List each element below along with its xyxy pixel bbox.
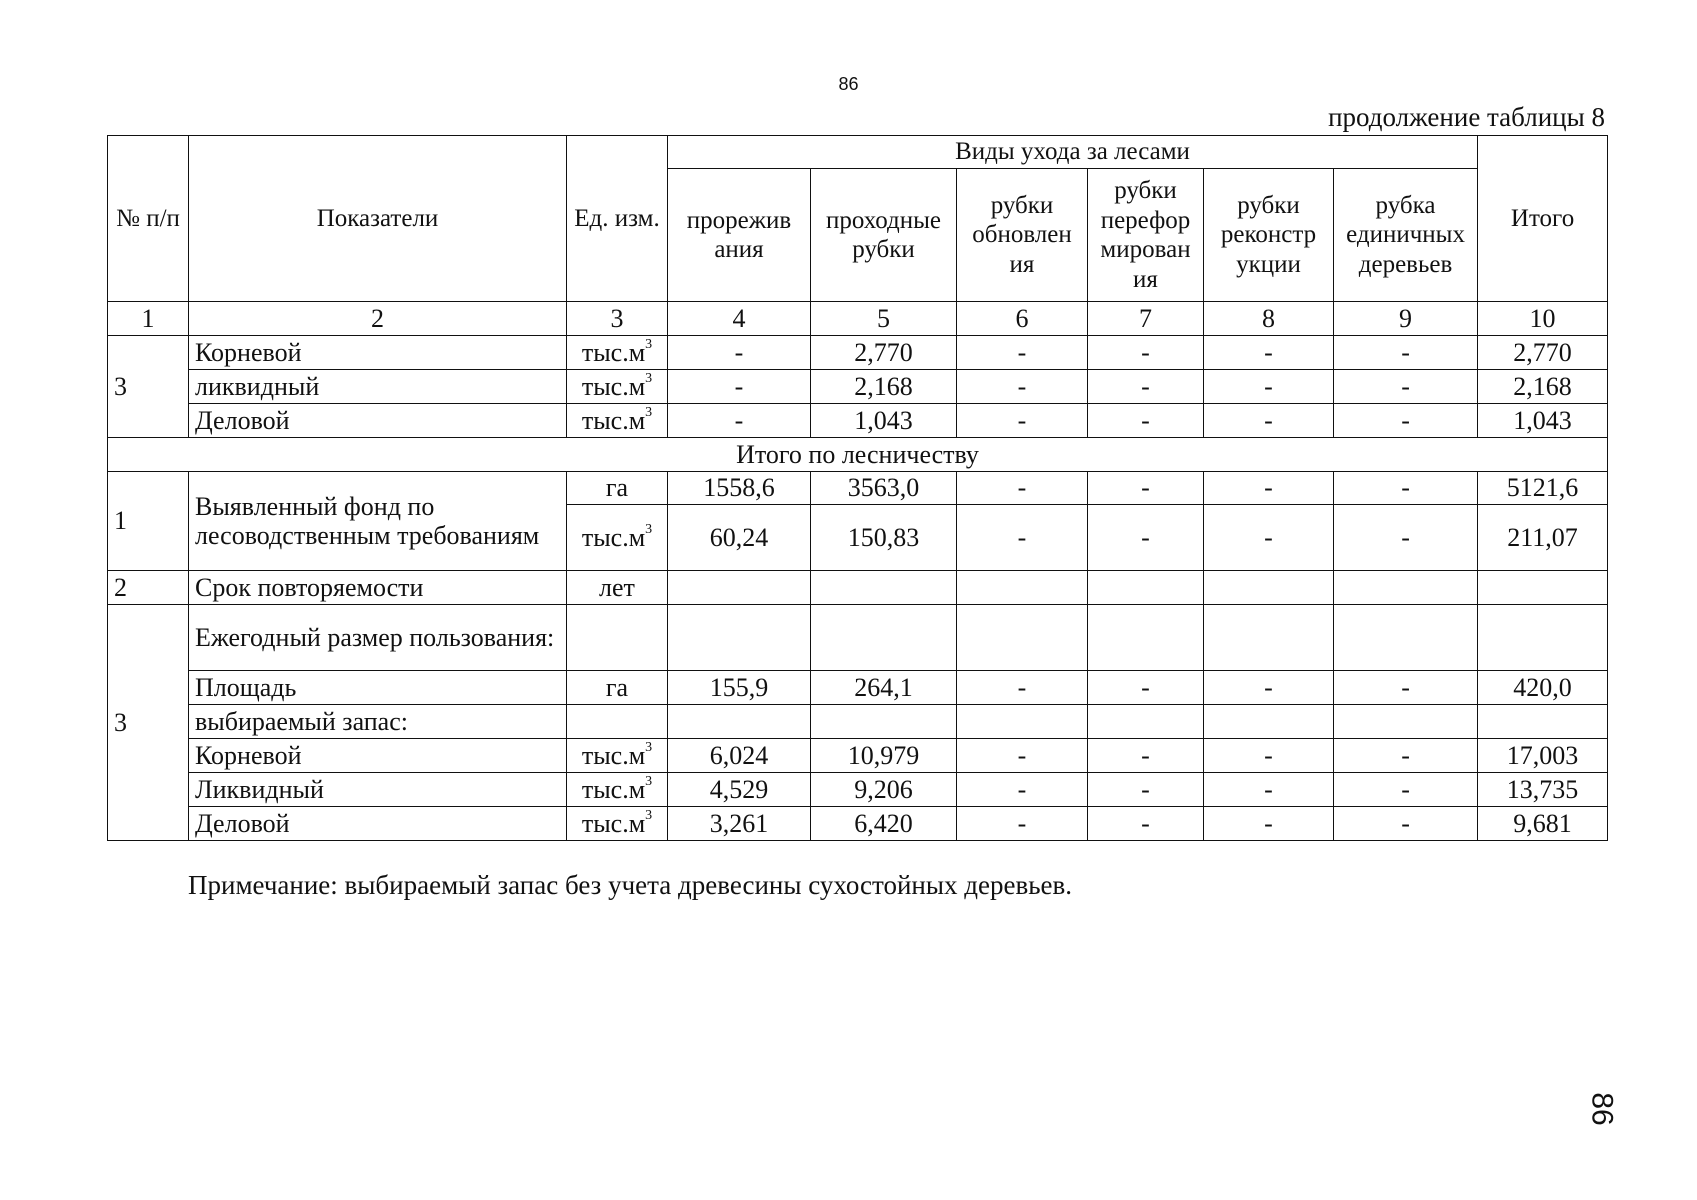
cell-text: -: [1017, 808, 1027, 838]
value-cell: [811, 571, 957, 605]
cell-text: 1558,6: [703, 473, 775, 503]
row-number: [108, 605, 189, 841]
value-cell: [957, 404, 1088, 438]
table-row: [108, 136, 1608, 169]
cell-text: проходные рубки: [825, 206, 942, 263]
column-number: [1334, 302, 1478, 336]
cell-text: 2,770: [854, 337, 913, 367]
cell-text: 2,168: [1513, 371, 1572, 401]
cell-text: 155,9: [709, 672, 769, 702]
header-group: [668, 136, 1478, 169]
cell-text: Корневой: [195, 740, 302, 770]
value-cell: [1088, 605, 1204, 671]
header-indicators: [189, 136, 567, 302]
cell-text: тыс.м: [581, 740, 646, 770]
cell-text: 9: [1399, 303, 1413, 333]
table-row: [108, 438, 1608, 472]
cell-text: Ед. изм.: [574, 204, 660, 232]
cell-text: -: [1401, 774, 1410, 804]
cell-text: 2,770: [1513, 337, 1572, 367]
cell-text: Срок повторяемости: [195, 572, 424, 602]
value-cell: [1334, 571, 1478, 605]
cell-text: Ликвидный: [195, 774, 324, 804]
column-number: [189, 302, 567, 336]
value-cell: [668, 773, 811, 807]
cell-text: Выявленный фонд по лесоводственным требованиям: [195, 491, 540, 550]
cell-text: -: [1017, 522, 1027, 552]
cell-text: га: [605, 672, 629, 702]
cell-text: 1,043: [854, 405, 913, 435]
cell-text: -: [1264, 808, 1273, 838]
cell-text: тыс.м: [581, 774, 646, 804]
cell-text: -: [1401, 740, 1410, 770]
cell-text: -: [1401, 371, 1410, 401]
cell-text: -: [1264, 672, 1273, 702]
value-cell: [668, 705, 811, 739]
cell-text: -: [1264, 337, 1273, 367]
cell-text: рубки перефор мирован ия: [1100, 177, 1191, 293]
row-unit: [567, 807, 668, 841]
cell-text: 1: [114, 506, 127, 536]
column-number: [1478, 302, 1608, 336]
cell-text: -: [1264, 473, 1273, 503]
cell-text: -: [1017, 740, 1027, 770]
header-type-6: [1334, 169, 1478, 302]
header-type-2: [811, 169, 957, 302]
row-unit: [567, 705, 668, 739]
cell-text: -: [1017, 473, 1027, 503]
row-label: [189, 404, 567, 438]
cell-text: тыс.м: [581, 808, 646, 838]
header-number: [108, 136, 189, 302]
header-type-4: [1088, 169, 1204, 302]
value-cell: [1204, 671, 1334, 705]
cell-text: 264,1: [854, 672, 913, 702]
cell-text: 9,206: [854, 774, 913, 804]
column-number: [957, 302, 1088, 336]
value-cell: [668, 807, 811, 841]
value-cell: [957, 773, 1088, 807]
cell-text: га: [605, 473, 629, 503]
row-label: [189, 571, 567, 605]
table-note: Примечание: выбираемый запас без учета древесины сухостойных деревьев.: [188, 870, 1072, 900]
value-cell: [1088, 773, 1204, 807]
value-cell: [668, 571, 811, 605]
cell-text: -: [1017, 405, 1027, 435]
cell-text: 13,735: [1506, 774, 1579, 804]
cell-text: 5121,6: [1506, 473, 1579, 503]
cell-text: 2: [371, 303, 384, 333]
cell-text: 150,83: [847, 522, 920, 552]
value-cell: [1204, 336, 1334, 370]
cell-text: -: [1141, 522, 1150, 552]
row-unit: [567, 671, 668, 705]
table-row: [108, 807, 1608, 841]
value-cell: [1478, 605, 1608, 671]
cell-text: -: [1401, 337, 1410, 367]
value-cell: [1478, 370, 1608, 404]
row-number: [108, 336, 189, 438]
unit-superscript: 3: [645, 371, 653, 387]
cell-text: -: [1264, 740, 1273, 770]
column-number: [108, 302, 189, 336]
value-cell: [1334, 404, 1478, 438]
header-type-5: [1204, 169, 1334, 302]
cell-text: 211,07: [1507, 522, 1578, 552]
row-label: [189, 336, 567, 370]
value-cell: [1334, 807, 1478, 841]
table-row: [108, 739, 1608, 773]
cell-text: -: [1401, 808, 1410, 838]
cell-text: прорежив ания: [686, 206, 792, 263]
value-cell: [1478, 505, 1608, 571]
table-continuation-caption: продолжение таблицы 8: [1328, 102, 1605, 132]
cell-text: -: [1141, 672, 1150, 702]
cell-text: 60,24: [709, 522, 769, 552]
value-cell: [957, 571, 1088, 605]
value-cell: [1088, 739, 1204, 773]
value-cell: [811, 336, 957, 370]
value-cell: [1204, 605, 1334, 671]
cell-text: -: [1141, 808, 1150, 838]
cell-text: Площадь: [195, 672, 297, 702]
value-cell: [1478, 472, 1608, 505]
value-cell: [668, 671, 811, 705]
row-unit: [567, 472, 668, 505]
value-cell: [957, 807, 1088, 841]
row-label: [189, 773, 567, 807]
cell-text: -: [1017, 774, 1027, 804]
value-cell: [1478, 807, 1608, 841]
value-cell: [811, 404, 957, 438]
row-number: [108, 571, 189, 605]
value-cell: [1204, 404, 1334, 438]
cell-text: -: [1401, 522, 1410, 552]
column-number: [1204, 302, 1334, 336]
value-cell: [668, 739, 811, 773]
value-cell: [1204, 370, 1334, 404]
unit-superscript: 3: [645, 337, 653, 353]
cell-text: -: [1141, 371, 1150, 401]
value-cell: [1088, 336, 1204, 370]
column-number: [567, 302, 668, 336]
table-row: [108, 705, 1608, 739]
cell-text: -: [734, 371, 744, 401]
cell-text: 3563,0: [847, 473, 920, 503]
value-cell: [1088, 370, 1204, 404]
value-cell: [957, 671, 1088, 705]
cell-text: 3,261: [709, 808, 769, 838]
row-unit: [567, 773, 668, 807]
cell-text: -: [1264, 405, 1273, 435]
row-number: [108, 472, 189, 571]
table-row: [108, 370, 1608, 404]
value-cell: [1088, 404, 1204, 438]
cell-text: 6,024: [709, 740, 769, 770]
value-cell: [1088, 571, 1204, 605]
column-number: [811, 302, 957, 336]
value-cell: [1334, 773, 1478, 807]
cell-text: 6: [1015, 303, 1029, 333]
table-row: [108, 336, 1608, 370]
cell-text: лет: [599, 572, 635, 602]
value-cell: [668, 336, 811, 370]
value-cell: [1478, 336, 1608, 370]
value-cell: [1204, 705, 1334, 739]
cell-text: 6,420: [854, 808, 913, 838]
table-row: [108, 472, 1608, 505]
cell-text: -: [1264, 774, 1273, 804]
cell-text: -: [1141, 473, 1150, 503]
cell-text: 3: [610, 303, 624, 333]
table-row: [108, 773, 1608, 807]
value-cell: [668, 505, 811, 571]
cell-text: 3: [114, 707, 127, 737]
cell-text: № п/п: [116, 204, 180, 232]
row-label: [189, 739, 567, 773]
value-cell: [1088, 505, 1204, 571]
unit-superscript: 3: [645, 740, 653, 756]
header-type-1: [668, 169, 811, 302]
cell-text: 10: [1529, 303, 1556, 333]
cell-text: рубка единичных деревьев: [1346, 191, 1465, 278]
cell-text: -: [1141, 740, 1150, 770]
value-cell: [1478, 705, 1608, 739]
header-unit: [567, 136, 668, 302]
cell-text: 10,979: [847, 740, 920, 770]
cell-text: 1,043: [1513, 405, 1572, 435]
row-unit: [567, 505, 668, 571]
cell-text: рубки обновлен ия: [972, 191, 1072, 278]
cell-text: 4,529: [709, 774, 769, 804]
cell-text: Показатели: [316, 204, 439, 232]
cell-text: -: [734, 337, 744, 367]
row-label: [189, 671, 567, 705]
cell-text: Деловой: [195, 808, 290, 838]
value-cell: [668, 605, 811, 671]
value-cell: [811, 370, 957, 404]
value-cell: [1478, 571, 1608, 605]
unit-superscript: 3: [645, 774, 653, 790]
unit-superscript: 3: [645, 405, 653, 421]
row-unit: [567, 571, 668, 605]
cell-text: 8: [1262, 303, 1275, 333]
page-number-top: 86: [838, 74, 859, 94]
page-number-side: 86: [1585, 1092, 1619, 1126]
column-number: [668, 302, 811, 336]
value-cell: [811, 773, 957, 807]
cell-text: ликвидный: [195, 371, 320, 401]
value-cell: [1334, 605, 1478, 671]
value-cell: [1478, 671, 1608, 705]
row-unit: [567, 404, 668, 438]
cell-text: Ежегодный размер пользования:: [195, 622, 555, 652]
row-unit: [567, 370, 668, 404]
unit-superscript: 3: [645, 808, 653, 824]
cell-text: тыс.м: [581, 371, 646, 401]
value-cell: [1334, 336, 1478, 370]
value-cell: [668, 472, 811, 505]
value-cell: [811, 705, 957, 739]
value-cell: [957, 739, 1088, 773]
row-label: [189, 472, 567, 571]
value-cell: [957, 705, 1088, 739]
cell-text: 420,0: [1513, 672, 1572, 702]
row-label: [189, 370, 567, 404]
row-label: [189, 807, 567, 841]
cell-text: Деловой: [195, 405, 290, 435]
cell-text: Итого: [1510, 204, 1575, 232]
value-cell: [1334, 671, 1478, 705]
value-cell: [957, 336, 1088, 370]
value-cell: [957, 505, 1088, 571]
cell-text: -: [1264, 522, 1273, 552]
cell-text: -: [1017, 337, 1027, 367]
cell-text: 1: [141, 303, 155, 333]
section-title: [108, 438, 1608, 472]
cell-text: 17,003: [1506, 740, 1579, 770]
value-cell: [1478, 739, 1608, 773]
column-number: [1088, 302, 1204, 336]
value-cell: [1204, 472, 1334, 505]
forest-care-table: [107, 135, 1608, 841]
value-cell: [1204, 505, 1334, 571]
row-unit: [567, 739, 668, 773]
header-total: [1478, 136, 1608, 302]
cell-text: выбираемый запас:: [195, 706, 408, 736]
value-cell: [1204, 773, 1334, 807]
value-cell: [811, 505, 957, 571]
value-cell: [1334, 705, 1478, 739]
cell-text: тыс.м: [581, 522, 646, 552]
value-cell: [811, 671, 957, 705]
cell-text: -: [734, 405, 744, 435]
unit-superscript: 3: [645, 522, 653, 538]
value-cell: [957, 605, 1088, 671]
value-cell: [811, 605, 957, 671]
value-cell: [1088, 705, 1204, 739]
value-cell: [1204, 739, 1334, 773]
cell-text: -: [1401, 405, 1410, 435]
row-unit: [567, 605, 668, 671]
cell-text: -: [1141, 774, 1150, 804]
cell-text: тыс.м: [581, 405, 646, 435]
cell-text: Итого по лесничеству: [736, 439, 979, 469]
cell-text: 3: [114, 371, 127, 401]
value-cell: [1478, 404, 1608, 438]
table-row: [108, 671, 1608, 705]
value-cell: [1334, 370, 1478, 404]
cell-text: -: [1017, 672, 1027, 702]
value-cell: [1088, 671, 1204, 705]
value-cell: [811, 472, 957, 505]
header-type-3: [957, 169, 1088, 302]
cell-text: -: [1401, 672, 1410, 702]
cell-text: 2: [114, 572, 127, 602]
cell-text: Виды ухода за лесами: [955, 138, 1190, 166]
value-cell: [1334, 472, 1478, 505]
cell-text: -: [1141, 405, 1150, 435]
cell-text: -: [1141, 337, 1150, 367]
value-cell: [1204, 571, 1334, 605]
value-cell: [811, 807, 957, 841]
cell-text: рубки реконстр укции: [1220, 191, 1317, 278]
value-cell: [1478, 773, 1608, 807]
cell-text: 2,168: [854, 371, 913, 401]
row-unit: [567, 336, 668, 370]
row-label: [189, 605, 567, 671]
cell-text: 4: [732, 303, 746, 333]
value-cell: [668, 404, 811, 438]
cell-text: -: [1017, 371, 1027, 401]
cell-text: Корневой: [195, 337, 302, 367]
value-cell: [957, 472, 1088, 505]
value-cell: [1088, 807, 1204, 841]
value-cell: [1204, 807, 1334, 841]
cell-text: -: [1401, 473, 1410, 503]
value-cell: [957, 370, 1088, 404]
table-row: [108, 404, 1608, 438]
value-cell: [1088, 472, 1204, 505]
cell-text: -: [1264, 371, 1273, 401]
cell-text: 9,681: [1513, 808, 1572, 838]
value-cell: [668, 370, 811, 404]
cell-text: 7: [1139, 303, 1152, 333]
row-label: [189, 705, 567, 739]
table-row: [108, 302, 1608, 336]
cell-text: 5: [877, 303, 890, 333]
value-cell: [1334, 505, 1478, 571]
cell-text: тыс.м: [581, 337, 646, 367]
table-row: [108, 605, 1608, 671]
value-cell: [1334, 739, 1478, 773]
table-row: [108, 571, 1608, 605]
value-cell: [811, 739, 957, 773]
